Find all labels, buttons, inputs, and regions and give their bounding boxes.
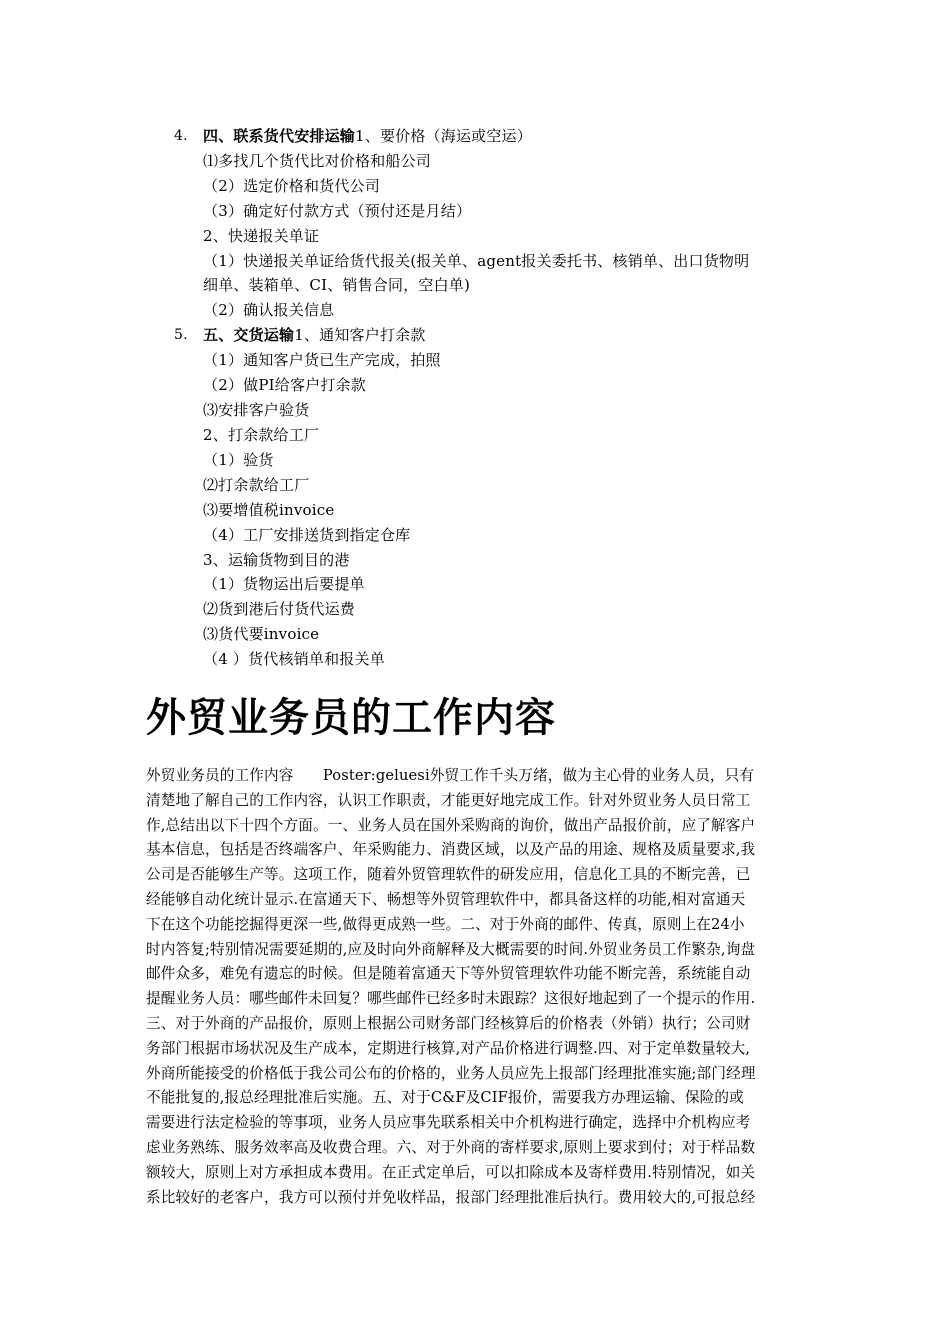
list-item: 2、打余款给工厂	[203, 426, 320, 444]
section-5-first-item: 1、通知客户打余款	[294, 326, 426, 344]
body-line: 清楚地了解自己的工作内容，认识工作职责，才能更好地完成工作。针对外贸业务人员日常工	[146, 791, 751, 809]
body-line: 三、对于外商的产品报价，原则上根据公司财务部门经核算后的价格表（外销）执行；公司财	[146, 1014, 751, 1032]
body-line: 邮件众多，难免有遗忘的时候。但是随着富通天下等外贸管理软件功能不断完善，系统能自动	[146, 965, 751, 983]
body-line: 提醒业务人员：哪些邮件未回复？哪些邮件已经多时未跟踪？这很好地起到了一个提示的作用.	[146, 990, 756, 1008]
list-item: （3）确定好付款方式（预付还是月结）	[203, 202, 472, 220]
body-line: 经能够自动化统计显示.在富通天下、畅想等外贸管理软件中，都具备这样的功能,相对富通天	[146, 890, 746, 908]
list-item: （1）通知客户货已生产完成，拍照	[203, 351, 441, 369]
body-line: 时内答复;特别情况需要延期的,应及时向外商解释及大概需要的时间.外贸业务员工作繁杂,询盘	[146, 940, 756, 958]
list-item: 细单、装箱单、CI、销售合同，空白单)	[203, 276, 471, 294]
section-5-heading-line	[203, 325, 426, 345]
list-item: ⑵打余款给工厂	[203, 476, 310, 494]
list-item: （1）快递报关单证给货代报关(报关单、agent报关委托书、核销单、出口货物明	[203, 252, 750, 270]
body-line: 外商所能接受的价格低于我公司公布的价格的，业务人员应先上报部门经理批准实施;部门经理	[146, 1064, 756, 1082]
body-line: 务部门根据市场状况及生产成本，定期进行核算,对产品价格进行调整.四、对于定单数量较大,	[146, 1039, 751, 1057]
list-item: ⑶要增值税invoice	[203, 501, 335, 519]
list-item: ⑴多找几个货代比对价格和船公司	[203, 152, 432, 170]
list-item: （2）确认报关信息	[203, 301, 335, 319]
section-5-heading: 五、交货运输	[203, 326, 295, 344]
body-line: 需要进行法定检验的等事项，业务人员应事先联系相关中介机构进行确定，选择中介机构应考	[146, 1114, 751, 1132]
list-item: （1）货物运出后要提单	[203, 575, 365, 593]
body-line: 外贸业务员的工作内容 Poster:geluesi外贸工作千头万绪，做为主心骨的业务人员，只有	[146, 767, 755, 784]
list-item: （2）做PI给客户打余款	[203, 376, 366, 394]
body-line: 不能批复的,报总经理批准后实施。五、对于C&F及CIF报价，需要我方办理运输、保险的或	[146, 1089, 744, 1107]
list-item: （4）工厂安排送货到指定仓库	[203, 526, 411, 544]
body-line: 额较大，原则上对方承担成本费用。在正式定单后，可以扣除成本及寄样费用.特别情况，如关	[146, 1163, 756, 1181]
article-body	[146, 764, 808, 1210]
body-line: 基本信息，包括是否终端客户、年采购能力、消费区域，以及产品的用途、规格及质量要求,我	[146, 841, 756, 859]
list-number-5: 5.	[174, 327, 188, 343]
list-item: ⑶安排客户验货	[203, 401, 310, 419]
section-4-heading-line	[203, 126, 532, 146]
body-line: 下在这个功能挖掘得更深一些,做得更成熟一些。二、对于外商的邮件、传真，原则上在24小	[146, 915, 745, 933]
list-item: 2、快递报关单证	[203, 227, 320, 245]
section-4-first-item: 1、要价格（海运或空运）	[355, 127, 532, 145]
list-item: 3、运输货物到目的港	[203, 551, 350, 569]
article-title: 外贸业务员的工作内容	[146, 695, 556, 741]
section-4-heading: 四、联系货代安排运输	[203, 127, 356, 145]
list-item: ⑵货到港后付货代运费	[203, 600, 356, 618]
list-item: ⑶货代要invoice	[203, 625, 320, 643]
body-line: 虑业务熟练、服务效率高及收费合理。六、对于外商的寄样要求,原则上要求到付；对于样品数	[146, 1138, 756, 1156]
body-line: 作,总结出以下十四个方面。一、业务人员在国外采购商的询价，做出产品报价前，应了解客户	[146, 816, 756, 834]
body-line: 系比较好的老客户，我方可以预付并免收样品，报部门经理批准后执行。费用较大的,可报总经	[146, 1188, 756, 1206]
list-item: （2）选定价格和货代公司	[203, 177, 380, 195]
body-line: 公司是否能够生产等。这项工作，随着外贸管理软件的研发应用，信息化工具的不断完善，已	[146, 866, 751, 884]
list-item: （1）验货	[203, 451, 274, 469]
list-item: （4 ）货代核销单和报关单	[203, 650, 385, 668]
list-number-4: 4.	[174, 128, 188, 144]
